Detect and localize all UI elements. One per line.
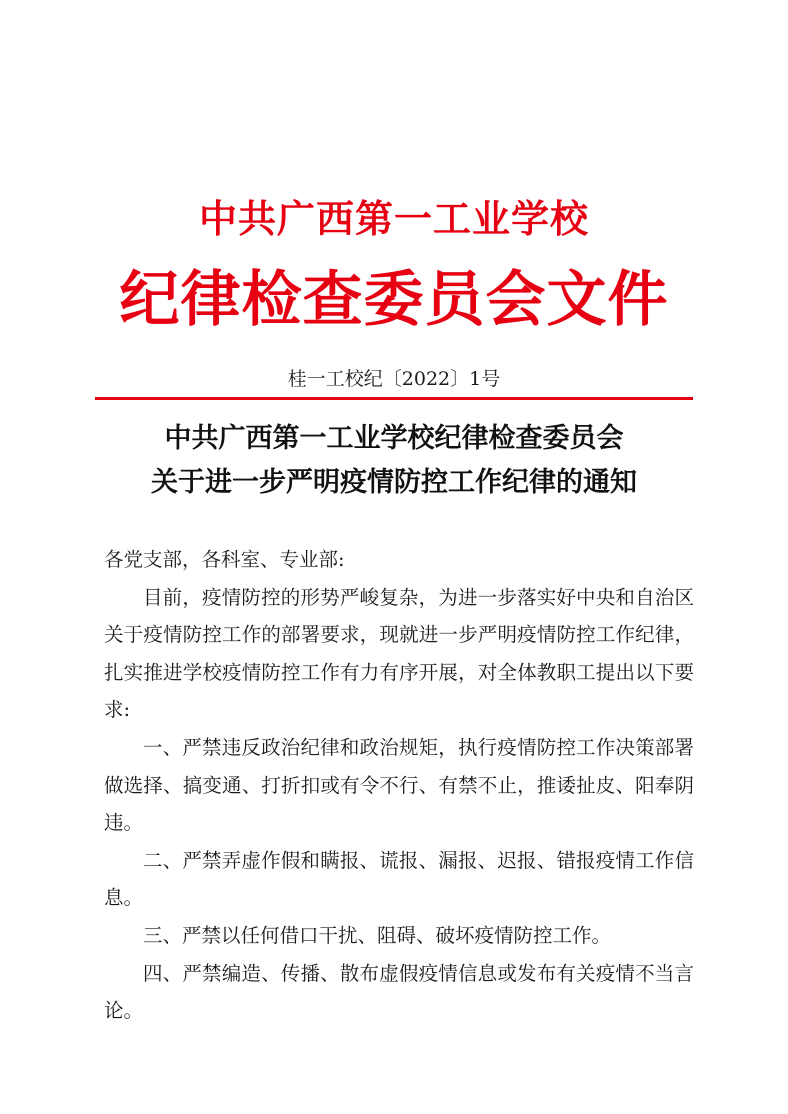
requirement-1: 一、严禁违反政治纪律和政治规矩，执行疫情防控工作决策部署做选择、搞变通、打折扣或有令不行、有禁不止，推诿扯皮、阳奉阴违。 [104,735,694,835]
document-header-title: 纪律检查委员会文件 [119,265,669,335]
notice-title-line-1: 中共广西第一工业学校纪律检查委员会 [164,423,624,454]
issuer-name: 中共广西第一工业学校 [198,196,589,241]
requirement-3: 三、严禁以任何借口干扰、阻碍、破坏疫情防控工作。 [143,923,612,947]
intro-paragraph: 目前，疫情防控的形势严峻复杂，为进一步落实好中央和自治区关于疫情防控工作的部署要求，现就进一步严明疫情防控工作纪律，扎实推进学校疫情防控工作有力有序开展，对全体教职工提出以下要求: [104,585,694,722]
notice-title-line-2: 关于进一步严明疫情防控工作纪律的通知 [151,467,637,498]
requirement-2: 二、严禁弄虚作假和瞒报、谎报、漏报、迟报、错报疫情工作信息。 [104,848,694,910]
red-divider-line [95,397,693,400]
document-body [104,541,694,1030]
salutation: 各党支部，各科室、专业部: [104,548,345,571]
document-number: 桂一工校纪〔2022〕1号 [287,368,501,390]
requirement-4: 四、严禁编造、传播、散布虚假疫情信息或发布有关疫情不当言论。 [104,961,694,1023]
